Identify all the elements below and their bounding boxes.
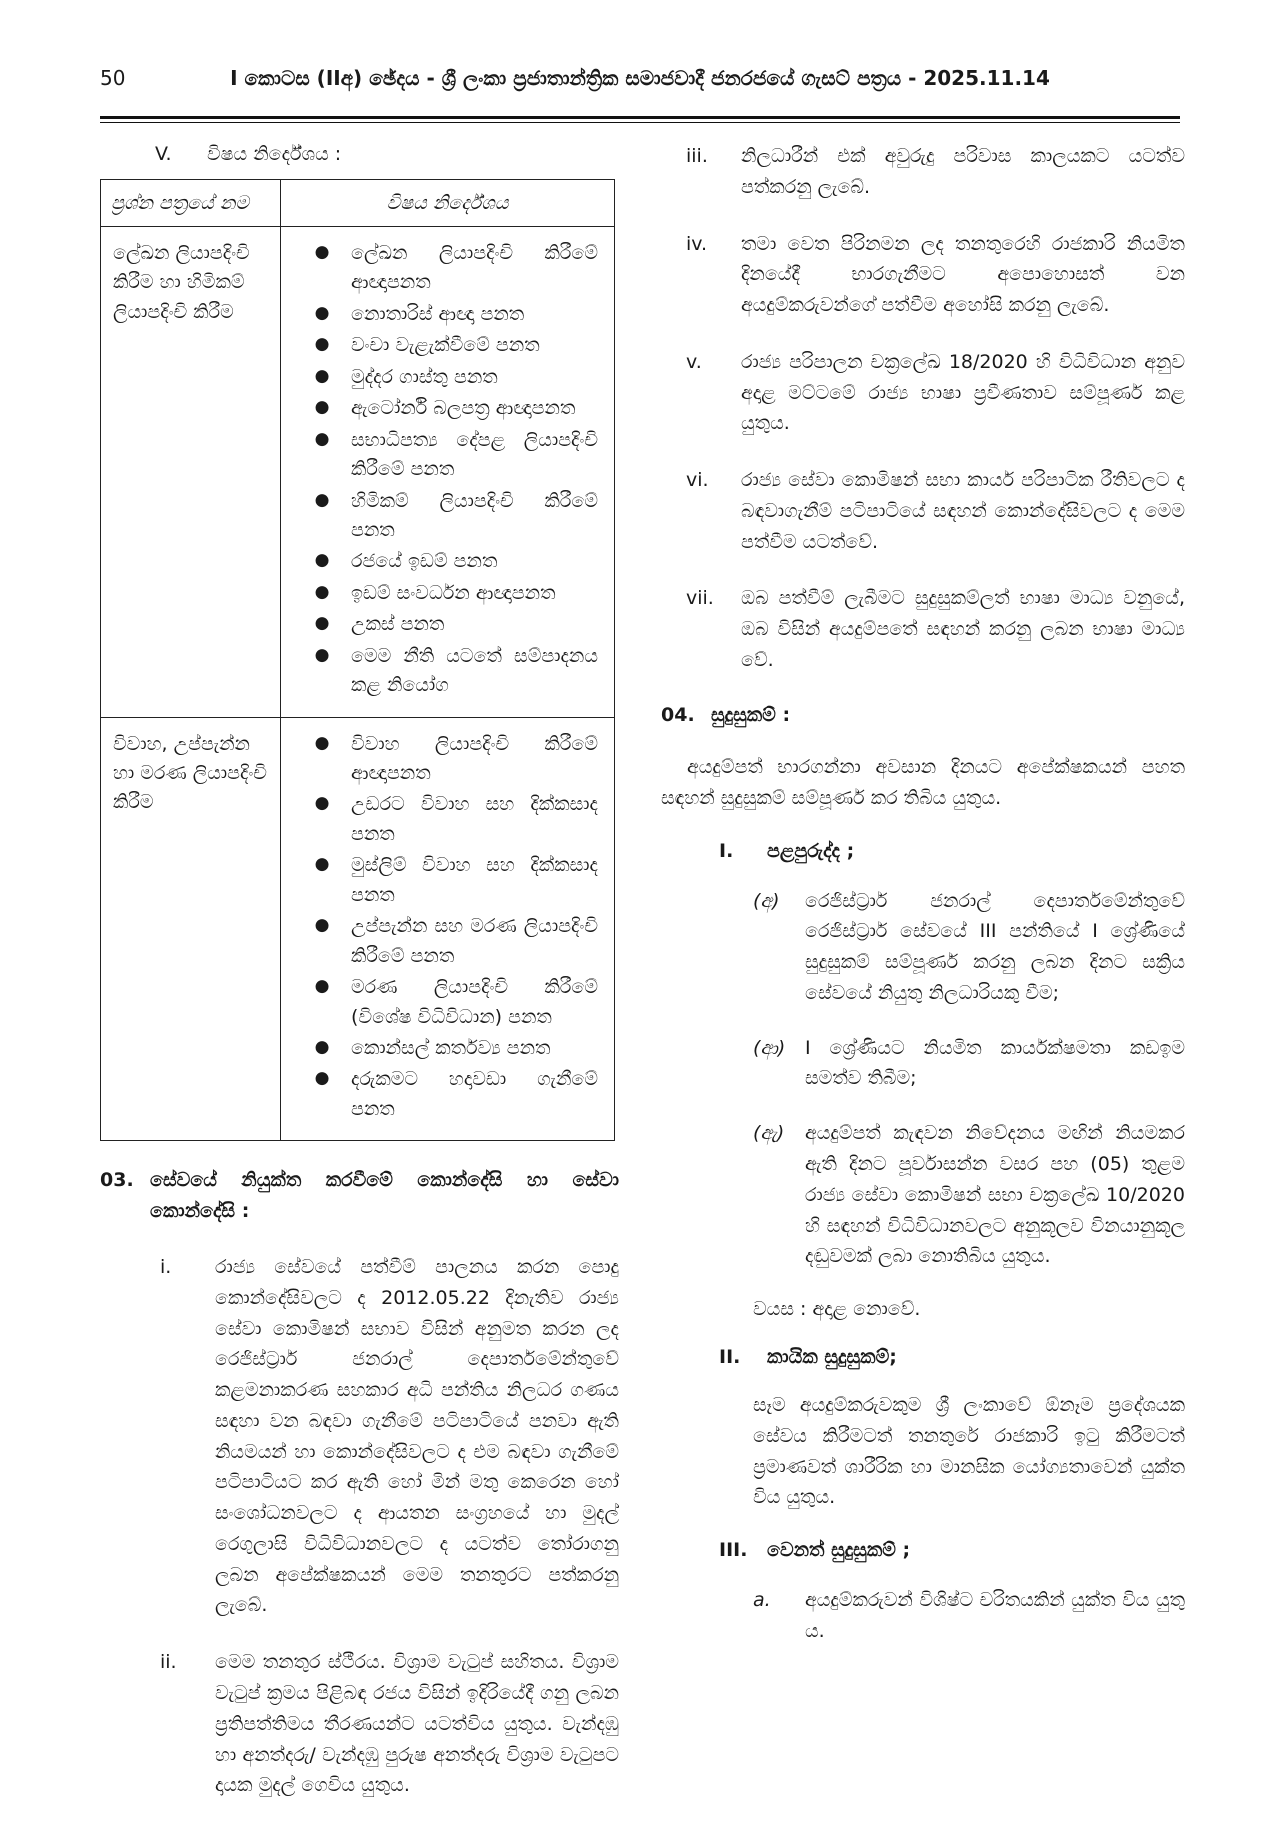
page-header bbox=[100, 58, 1180, 106]
bullet-text: හිමිකම් ලියාපදිංචි කිරීමේ පනත bbox=[351, 489, 598, 541]
bullet-icon: ● bbox=[314, 613, 330, 634]
clause-vi-text: රාජ්‍ය සේවා කොමිෂන් සභා කාර්ය පරිපාටික රීතිවලට ද බඳවාගැනීම් පටිපාටියේ සඳහන් කොන්දේසිවලට ද මෙම පත්වීම යටත්වේ. bbox=[741, 469, 1185, 553]
bullet-text: නොතාරිස් ආඥා පනත bbox=[351, 302, 525, 325]
list-item bbox=[293, 394, 604, 423]
clause-iv-number: iv. bbox=[686, 232, 708, 255]
table-row bbox=[101, 227, 615, 718]
list-item bbox=[293, 300, 604, 329]
table-row bbox=[101, 717, 615, 1141]
subsection-II-number: II. bbox=[719, 1346, 741, 1369]
clause-vii bbox=[661, 583, 1185, 675]
bullet-text: මුස්ලිම් විවාහ සහ දික්කසාද පනත bbox=[351, 854, 598, 906]
bullet-icon: ● bbox=[314, 242, 330, 262]
experience-item-b-label: (ආ) bbox=[753, 1036, 786, 1059]
clause-vi bbox=[661, 465, 1185, 557]
bullet-icon: ● bbox=[314, 550, 330, 571]
clause-iii-text: නිලධාරීන් එක් අවුරුදු පරිවාස කාලයකට යටත්ව පත්කරනු ලැබේ. bbox=[741, 145, 1185, 198]
bullet-icon: ● bbox=[314, 581, 330, 602]
header-double-rule bbox=[100, 116, 1180, 123]
subsection-I-heading bbox=[661, 840, 1185, 862]
subsection-II-heading bbox=[661, 1346, 1185, 1368]
column-header-paper-name: ප්‍රශ්න පත්‍රයේ නම bbox=[101, 180, 281, 227]
list-item bbox=[293, 239, 604, 298]
experience-item-a bbox=[661, 886, 1185, 1009]
bullet-text: ඉඩම් සංවර්ධන ආඥාපනත bbox=[351, 581, 556, 604]
bullet-text: මරණ ලියාපදිංචි කිරීමේ (විශේෂ විධිවිධාන) පනත bbox=[351, 976, 598, 1028]
list-item bbox=[293, 426, 604, 485]
list-item bbox=[293, 610, 604, 639]
bullet-icon: ● bbox=[314, 793, 330, 814]
list-item bbox=[293, 579, 604, 608]
list-item bbox=[293, 1034, 604, 1063]
experience-item-a-text: රෙජිස්ට්‍රාර් ජනරාල් දෙපාර්තමේන්තුවේ රෙජිස්ට්‍රාර් සේවයේ III පන්තියේ I ශ්‍රේණියේ සුදුසුකම් සම්පූර්ණ කරනු ලබන දිනට සක්‍රිය සේවයේ නියුතු නිලධාරියකු වීම; bbox=[805, 889, 1185, 1004]
section-v-number: V. bbox=[155, 143, 172, 165]
other-item-a-text: අයදුම්කරුවන් විශිෂ්ට චරිතයකින් යුක්ත විය යුතු ය. bbox=[805, 1589, 1185, 1642]
column-header-syllabus: විෂය නිර්දේශය bbox=[281, 180, 615, 227]
subsection-III-title: වෙනත් සුදුසුකම් ; bbox=[767, 1539, 911, 1562]
experience-item-a-label: (අ) bbox=[753, 889, 780, 912]
section-04-number: 04. bbox=[661, 703, 695, 726]
bullet-text: ඇටෝර්නි බලපත්‍ර ආඥාපනත bbox=[351, 397, 576, 420]
bullet-icon: ● bbox=[314, 1068, 330, 1089]
experience-item-b-text: I ශ්‍රේණියට නියමිත කාර්යක්ෂමතා කඩඉම සමත්ව තිබීම; bbox=[805, 1036, 1185, 1090]
bullet-text: උකස් පනත bbox=[351, 613, 445, 636]
table-header-row bbox=[101, 180, 615, 227]
experience-item-c bbox=[661, 1118, 1185, 1272]
list-item bbox=[293, 790, 604, 849]
left-column bbox=[100, 139, 619, 1801]
bullet-icon: ● bbox=[314, 397, 330, 418]
subsection-III-number: III. bbox=[719, 1539, 748, 1562]
experience-item-b bbox=[661, 1033, 1185, 1095]
clause-iii-number: iii. bbox=[686, 145, 708, 167]
bullet-text: විවාහ ලියාපදිංචි කිරීමේ ආඥාපනත bbox=[351, 732, 598, 784]
paper-name-cell: විවාහ, උප්පැන්න හා මරණ ලියාපදිංචි කිරීම bbox=[101, 717, 281, 1141]
bullet-text: මුද්දර ගාස්තු පනත bbox=[351, 365, 498, 388]
section-03-number: 03. bbox=[100, 1169, 134, 1192]
section-v-heading bbox=[155, 143, 619, 165]
age-line: වයස : අදාළ නොවේ. bbox=[753, 1298, 921, 1321]
subsection-III-heading bbox=[661, 1539, 1185, 1561]
bullet-text: සභාධිපත්‍ය දේපළ ලියාපදිංචි කිරීමේ පනත bbox=[351, 428, 598, 481]
bullet-icon: ● bbox=[314, 854, 330, 875]
subsection-II-title: කායික සුදුසුකම්; bbox=[767, 1346, 897, 1369]
clause-i bbox=[100, 1252, 619, 1621]
clause-v bbox=[661, 347, 1185, 439]
list-item bbox=[293, 1065, 604, 1124]
clause-iv-text: තමා වෙත පිරිනමන ලද තනතුරෙහි රාජකාරි නියමිත දිනයේදී භාරගැනීමට අපොහොසත් වන අයදුම්කරුවන්ගේ පත්වීම අහෝසි කරනු ලැබේ. bbox=[741, 232, 1185, 317]
list-item bbox=[293, 487, 604, 546]
section-v-label: විෂය නිර්දේශය : bbox=[207, 143, 342, 165]
bullet-icon: ● bbox=[314, 644, 330, 665]
experience-item-c-label: (ඇ) bbox=[753, 1122, 785, 1145]
clause-ii bbox=[100, 1647, 619, 1801]
bullet-icon: ● bbox=[314, 489, 330, 510]
bullet-text: මෙම නීති යටතේ සම්පාදනය කළ නියෝග bbox=[351, 644, 598, 697]
right-column bbox=[661, 139, 1185, 1801]
clause-i-text: රාජ්‍ය සේවයේ පත්වීම් පාලනය කරන පොදු කොන්දේසිවලට ද 2012.05.22 දිනැතිව රාජ්‍ය සේවා කොමිෂන් සභාව විසින් අනුමත කරන ලද රෙජිස්ට්‍රාර් ජනරාල් දෙපාර්තමේන්තුවේ කළමනාකරණ සහකාර අධි පන්තිය නිලධර ගණය සඳහා වන බඳවා ගැනීමේ පටිපාටියේ පනවා ඇති නියමයන් හා කොන්දේසිවලට ද එම බඳවා ගැනීමේ පටිපාටියට කර ඇති හෝ මින් මතු කෙරෙන හෝ සංශෝධනවලට ද ආයතන සංග්‍රහයේ හා මුදල් රෙගුලාසි විධිවිධානවලට ද යටත්ව තෝරාගනු ලබන අපේක්ෂකයන් මෙම තනතුරට පත්කරනු ලැබේ. bbox=[215, 1256, 619, 1617]
subsection-I-number: I. bbox=[719, 839, 734, 862]
physical-fitness-text: සෑම අයදුම්කරුවකුම ශ්‍රී ලංකාවේ ඕනෑම ප්‍රදේශයක සේවය කිරීමටත් තනතුරේ රාජකාරි ඉටු කිරීමටත් ප්‍රමාණවත් ශාරීරික හා මානසික යෝග්‍යතාවෙන් යුක්ත විය යුතුය. bbox=[753, 1394, 1185, 1509]
bullet-icon: ● bbox=[314, 915, 330, 936]
subsection-I-title: පළපුරුද්ද ; bbox=[767, 839, 855, 862]
section-03-title: සේවයේ නියුක්ත කරවීමේ කොන්දේසි හා සේවා කොන්දේසි : bbox=[150, 1169, 619, 1222]
list-item bbox=[293, 547, 604, 576]
section-04-title: සුදුසුකම් : bbox=[711, 703, 791, 726]
bullet-text: වංචා වැළැක්වීමේ පනත bbox=[351, 334, 540, 357]
bullet-icon: ● bbox=[314, 976, 330, 997]
section-03-heading bbox=[100, 1165, 619, 1226]
two-column-body bbox=[100, 139, 1185, 1801]
syllabus-cell bbox=[281, 227, 615, 718]
bullet-icon: ● bbox=[314, 732, 330, 753]
list-item bbox=[293, 730, 604, 789]
qualifications-intro: අයදුම්පත් භාරගන්නා අවසාන දිනයට අපේක්ෂකයන් පහත සඳහන් සුදුසුකම් සම්පූර්ණ කර තිබිය යුතුය. bbox=[661, 756, 1185, 809]
experience-item-c-text: අයදුම්පත් කැඳවන නිවේදනය මඟින් නියමකර ඇති දිනට පූර්වාසන්න වසර පහ (05) තුළම රාජ්‍ය සේවා කොමිෂන් සභා චක්‍රලේඛ 10/2020 හි සඳහන් විධිවිධානවලට අනුකූලව විනයානුකූල දඬුවමක් ලබා නොතිබිය යුතුය. bbox=[805, 1122, 1185, 1268]
bullet-list bbox=[293, 239, 604, 701]
bullet-text: උඩරට විවාහ සහ දික්කසාද පනත bbox=[351, 793, 598, 845]
bullet-icon: ● bbox=[314, 1036, 330, 1057]
clause-i-number: i. bbox=[160, 1256, 172, 1279]
clause-vi-number: vi. bbox=[686, 469, 709, 492]
clause-ii-number: ii. bbox=[160, 1651, 177, 1674]
bullet-text: දරුකමට හදාවඩා ගැනීමේ පනත bbox=[351, 1068, 598, 1120]
list-item bbox=[293, 851, 604, 910]
other-item-a-label: a. bbox=[753, 1589, 771, 1612]
clause-ii-text: මෙම තනතුර ස්ථීරය. විශ්‍රාම වැටුප් සහිතය. විශ්‍රාම වැටුප් ක්‍රමය පිළිබඳ රජය විසින් ඉදිරියේදී ගනු ලබන ප්‍රතිපත්තිමය තීරණයන්ට යටත්විය යුතුය. වැන්දඹු හා අනත්දරු/ වැන්දඹු පුරුෂ අනත්දරු විශ්‍රාම වැටුපට දායක මුදල් ගෙවිය යුතුය. bbox=[215, 1651, 619, 1797]
clause-v-text: රාජ්‍ය පරිපාලන චක්‍රලේඛ 18/2020 හි විධිවිධාන අනුව අදාළ මට්ටමේ රාජ්‍ය භාෂා ප්‍රවීණතාව සම්පූර්ණ කළ යුතුය. bbox=[741, 350, 1185, 435]
bullet-text: ලේඛන ලියාපදිංචි කිරීමේ ආඥාපනත bbox=[351, 242, 598, 294]
bullet-icon: ● bbox=[314, 428, 330, 449]
bullet-icon: ● bbox=[314, 365, 330, 386]
syllabus-cell bbox=[281, 717, 615, 1141]
page-number: 50 bbox=[100, 66, 126, 90]
gazette-title: I කොටස (IIඅ) ඡේදය - ශ්‍රී ලංකා ප්‍රජාතාන්ත්‍රික සමාජවාදී ජනරජයේ ගැසට් පත්‍රය - 2025.11.14 bbox=[230, 66, 1050, 90]
bullet-icon: ● bbox=[314, 302, 330, 323]
clause-vii-number: vii. bbox=[686, 587, 714, 610]
bullet-text: කොන්සල් කර්තව්‍ය පනත bbox=[351, 1036, 551, 1059]
clause-iv bbox=[661, 229, 1185, 321]
syllabus-table bbox=[100, 179, 615, 1141]
section-04-heading bbox=[661, 700, 1185, 730]
bullet-text: උප්පැන්න සහ මරණ ලියාපදිංචි කිරීමේ පනත bbox=[351, 915, 598, 967]
list-item bbox=[293, 912, 604, 971]
bullet-icon: ● bbox=[314, 334, 330, 355]
clause-iii bbox=[661, 141, 1185, 203]
list-item bbox=[293, 973, 604, 1032]
bullet-text: රජයේ ඉඩම් පනත bbox=[351, 550, 498, 573]
clause-v-number: v. bbox=[686, 350, 702, 373]
list-item bbox=[293, 363, 604, 392]
other-qualification-item-a bbox=[661, 1585, 1185, 1647]
list-item bbox=[293, 642, 604, 701]
clause-vii-text: ඔබ පත්වීම් ලැබීමට සුදුසුකම්ලත් භාෂා මාධ්‍ය වනුයේ, ඔබ විසින් අයදුම්පතේ සඳහන් කරනු ලබන භාෂා මාධ්‍ය වේ. bbox=[741, 587, 1185, 671]
list-item bbox=[293, 331, 604, 360]
bullet-list bbox=[293, 730, 604, 1125]
paper-name-cell: ලේඛන ලියාපදිංචි කිරීම හා හිමිකම් ලියාපදිංචි කිරීම bbox=[101, 227, 281, 718]
